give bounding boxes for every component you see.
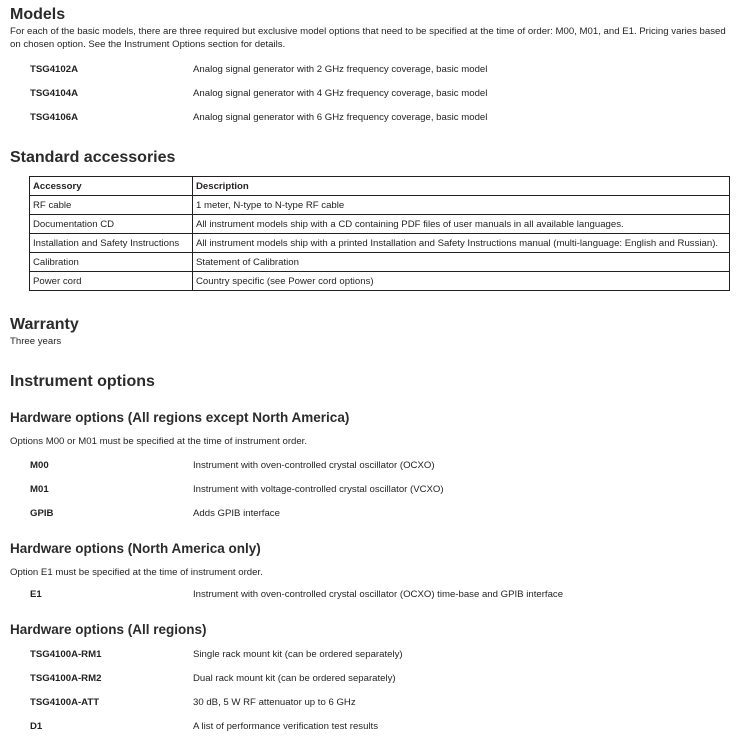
accessories-heading: Standard accessories <box>10 149 176 166</box>
accessory-description: All instrument models ship with a CD containing PDF files of user manuals in all available languages. <box>193 215 730 234</box>
option-code: TSG4100A-RM1 <box>30 649 102 660</box>
hw-options-intl-note: Options M00 or M01 must be specified at the time of instrument order. <box>10 436 308 447</box>
model-description: Analog signal generator with 2 GHz frequency coverage, basic model <box>193 64 488 75</box>
option-code: E1 <box>30 589 42 600</box>
models-intro: For each of the basic models, there are three required but exclusive model options that need to be specified at the time of order: M00, M01, and E1. Pricing varies based on chosen option. See the Instrument Options section for details. <box>10 26 726 50</box>
option-code: TSG4100A-RM2 <box>30 673 102 684</box>
hw-options-all-heading: Hardware options (All regions) <box>10 622 207 637</box>
model-description: Analog signal generator with 6 GHz frequency coverage, basic model <box>193 112 488 123</box>
accessory-description: All instrument models ship with a printed Installation and Safety Instructions manual (multi-language: English and Russian). <box>193 234 730 253</box>
accessory-name: Calibration <box>30 253 193 272</box>
column-header-description: Description <box>193 177 730 196</box>
accessory-name: Power cord <box>30 272 193 291</box>
option-description: A list of performance verification test results <box>193 721 379 732</box>
hw-options-na-note: Option E1 must be specified at the time of instrument order. <box>10 567 263 578</box>
accessory-name: Installation and Safety Instructions <box>30 234 193 253</box>
option-description: 30 dB, 5 W RF attenuator up to 6 GHz <box>193 697 356 708</box>
accessory-description: 1 meter, N-type to N-type RF cable <box>193 196 730 215</box>
instrument-options-heading: Instrument options <box>10 373 155 390</box>
model-description: Analog signal generator with 4 GHz frequency coverage, basic model <box>193 88 488 99</box>
warranty-text: Three years <box>10 336 62 347</box>
accessory-name: Documentation CD <box>30 215 193 234</box>
table-row <box>30 234 730 253</box>
table-row <box>30 215 730 234</box>
warranty-heading: Warranty <box>10 316 79 333</box>
model-code: TSG4104A <box>30 88 78 99</box>
option-description: Dual rack mount kit (can be ordered separately) <box>193 673 396 684</box>
model-code: TSG4102A <box>30 64 78 75</box>
table-row <box>30 253 730 272</box>
option-description: Single rack mount kit (can be ordered separately) <box>193 649 403 660</box>
accessory-description: Statement of Calibration <box>193 253 730 272</box>
option-code: M01 <box>30 484 49 495</box>
hw-options-na-heading: Hardware options (North America only) <box>10 541 261 556</box>
table-header-row <box>30 177 730 196</box>
hw-options-intl-heading: Hardware options (All regions except North America) <box>10 410 350 425</box>
option-description: Adds GPIB interface <box>193 508 280 519</box>
option-description: Instrument with voltage-controlled crystal oscillator (VCXO) <box>193 484 444 495</box>
option-code: GPIB <box>30 508 54 519</box>
option-description: Instrument with oven-controlled crystal oscillator (OCXO) <box>193 460 435 471</box>
option-code: M00 <box>30 460 49 471</box>
option-description: Instrument with oven-controlled crystal oscillator (OCXO) time-base and GPIB interface <box>193 589 564 600</box>
table-row <box>30 272 730 291</box>
table-row <box>30 196 730 215</box>
option-code: TSG4100A-ATT <box>30 697 100 708</box>
option-code: D1 <box>30 721 43 732</box>
models-heading: Models <box>10 6 66 23</box>
model-code: TSG4106A <box>30 112 78 123</box>
accessory-name: RF cable <box>30 196 193 215</box>
column-header-accessory: Accessory <box>30 177 193 196</box>
accessory-description: Country specific (see Power cord options) <box>193 272 730 291</box>
accessories-table <box>29 176 730 291</box>
